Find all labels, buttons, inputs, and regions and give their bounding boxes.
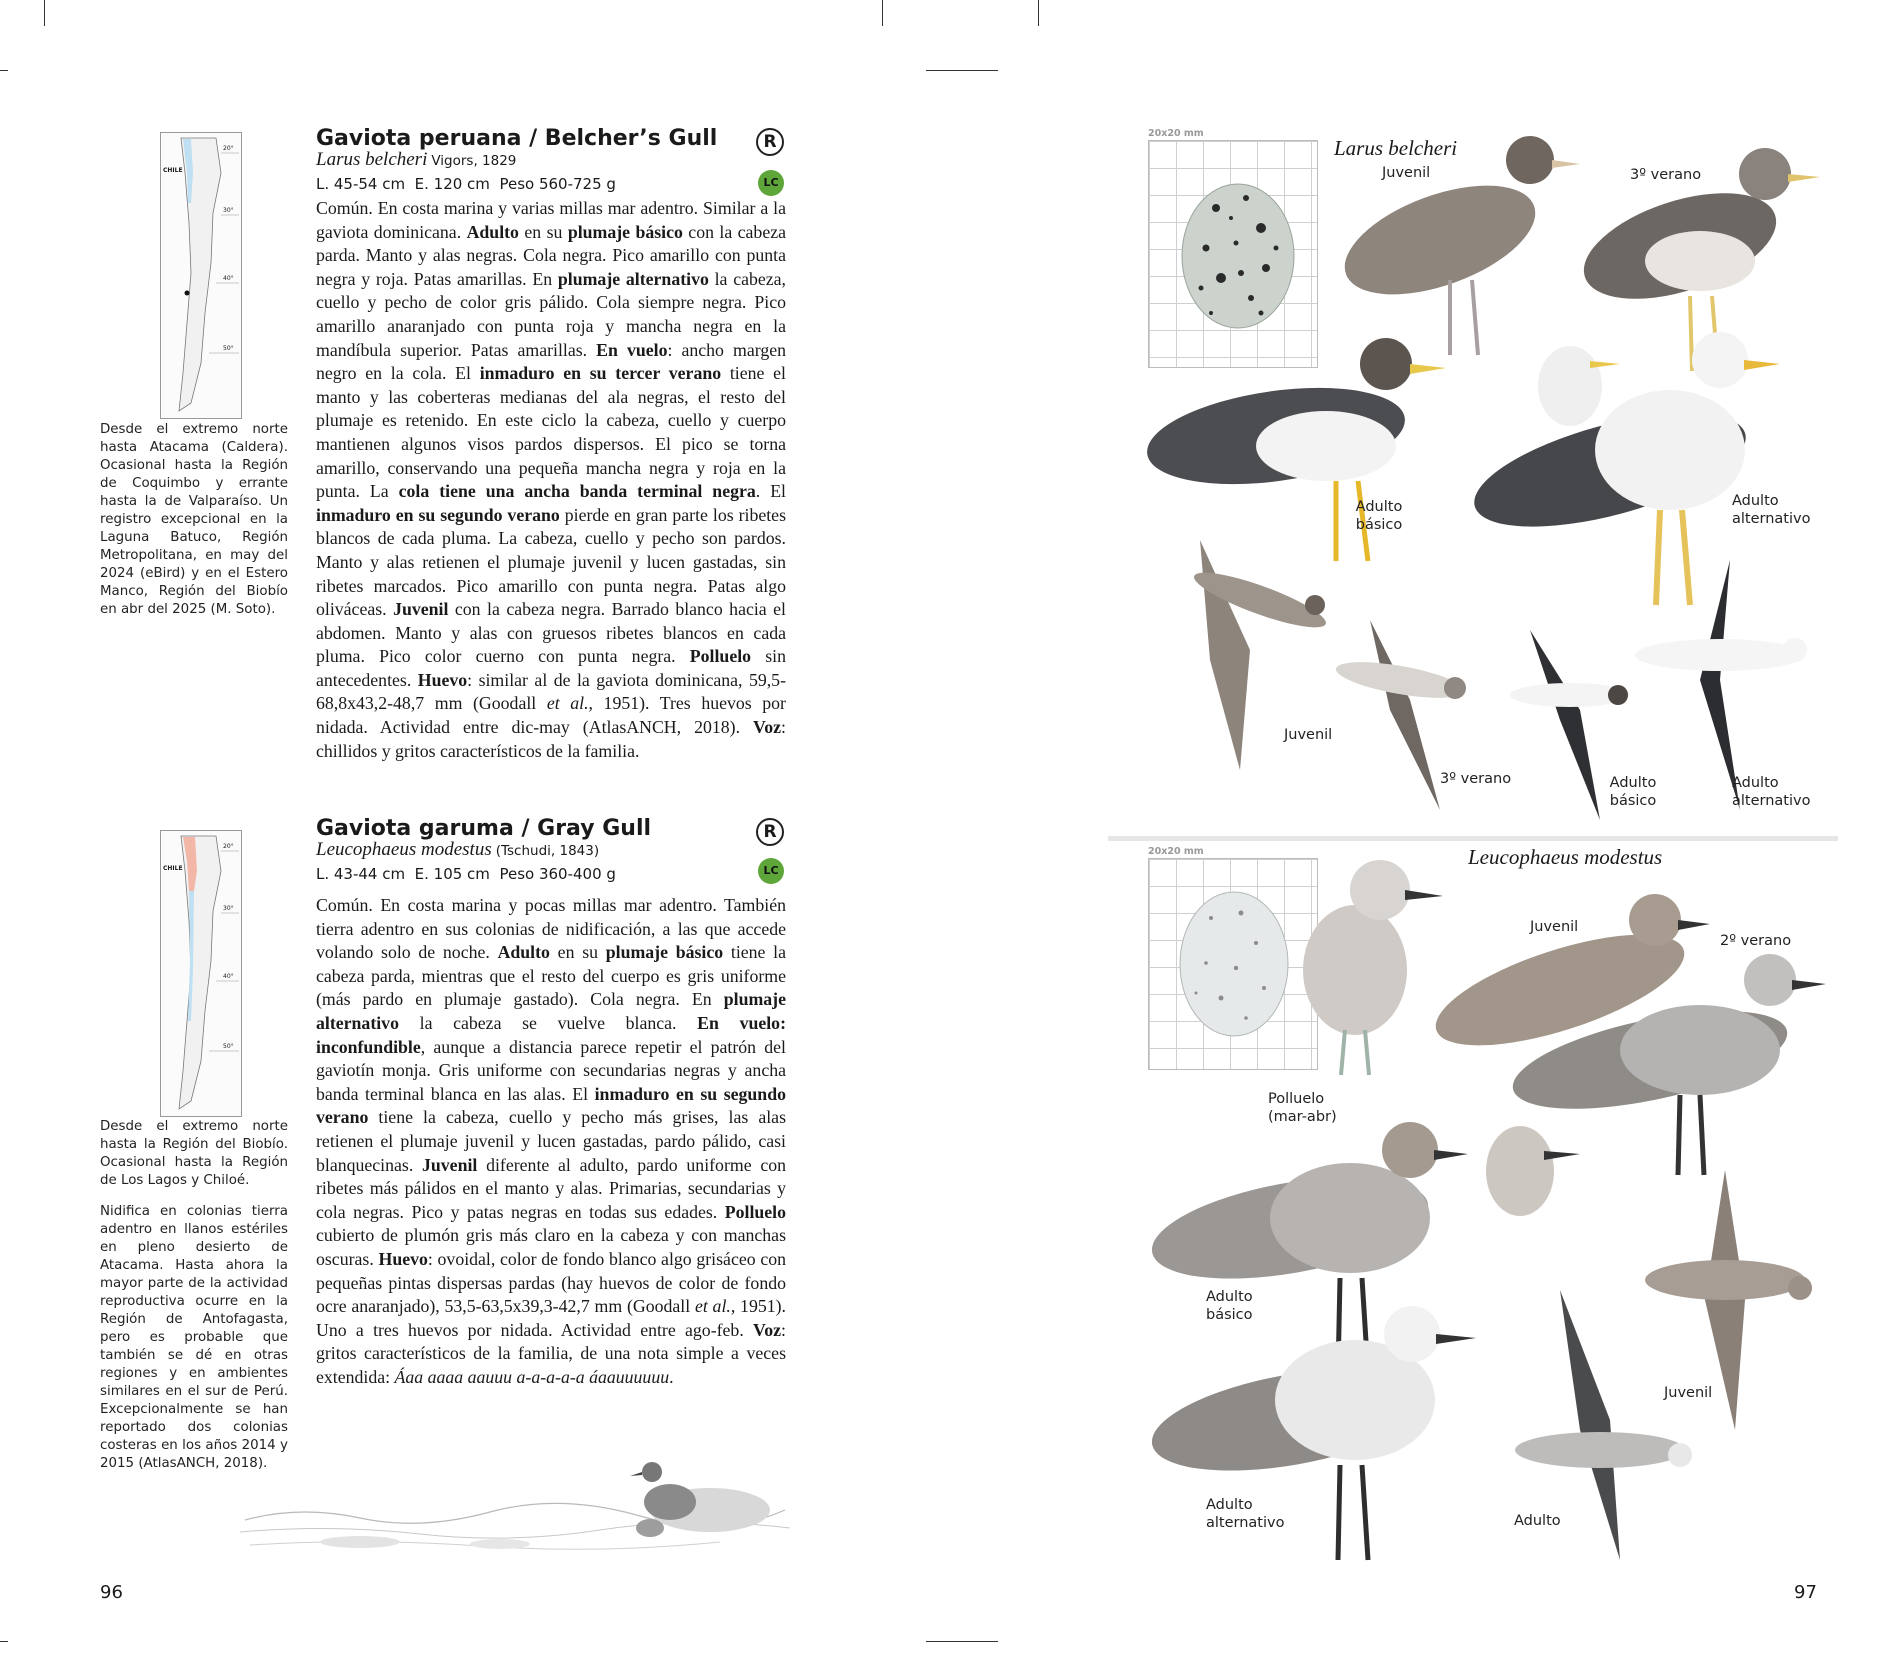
map-lat-label: 20° xyxy=(223,145,234,152)
species-description: Común. En costa marina y pocas millas mar adentro. También tierra adentro en sus colonias de nidificación, a las que accede volando solo de noche. Adulto en su plumaje básico tiene la cabeza parda, mientras que el resto del cuerpo es gris uniforme (más pardo en plumaje gastado). Cola negra. En plumaje alternativo la cabeza se vuelve blanca. En vuelo: inconfundible, aunque a distancia parece repetir el patrón del gaviotín monja. Gris uniforme con secundarias negras y ancha banda terminal blanca en las alas. El inmaduro en su segundo verano tiene la cabeza, cuello y pecho más grises, las alas retienen el plumaje juvenil y lucen gastadas, pardo pálido, casi blanquecinas. Juvenil diferente al adulto, pardo uniforme con ribetes más pálidos en el manto y alas. Primarias, secundarias y cola negras. Pico y patas negras en todas sus edades. Polluelo cubierto de plumón gris más claro en la cabeza y con manchas oscuras. Huevo: ovoidal, color de fondo blanco algo grisáceo con pequeñas pintas dispersas pardas (hay huevos de color de fondo ocre anaranjado), 53,5-63,5x39,3-42,7 mm (Goodall et al., 1951). Uno a tres huevos por nidada. Actividad entre ago-feb. Voz: gritos característicos de la familia, de una nota simple a veces extendida: Áaa aaaa aauuu a-a-a-a-a áaauuuuuu. xyxy=(316,895,786,1387)
crop-mark xyxy=(0,70,8,71)
crop-mark xyxy=(0,1641,8,1642)
egg-grid-label: 20x20 mm xyxy=(1148,846,1204,857)
species-description: Común. En costa marina y varias millas mar adentro. Similar a la gaviota dominicana. Adulto en su plumaje básico con la cabeza parda. Manto y alas negras. Cola negra. Pico amarillo con punta negra y roja. Patas amarillas. En plumaje alternativo la cabeza, cuello y pecho de color gris pálido. Cola siempre negra. Pico amarillo anaranjado con punta roja y mancha negra en la mandíbula superior. Patas amarillas. En vuelo: ancho margen negro en la cola. El inmaduro en su tercer verano tiene el manto y las coberteras medianas del ala negras, el resto del plumaje es retenido. En este ciclo la cabeza, cuello y cuerpo mantienen algunos visos pardos dispersos. El pico se torna amarillo, conservando una pequeña mancha negra y roja en la punta. La cola tiene una ancha banda terminal negra. El inmaduro en su segundo verano pierde en gran parte los ribetes blancos de cada pluma. La cabeza, cuello y pecho son pardos. Manto y alas retienen el plumaje juvenil y lucen gastadas, sin ribetes marcados. Pico amarillo con punta negra. Patas algo oliváceas. Juvenil con la cabeza negra. Barrado blanco hacia el abdomen. Manto y alas con gruesos ribetes blancos en cada pluma. Pico color cuerno con punta negra. Polluelo sin antecedentes. Huevo: similar al de la gaviota dominicana, 59,5-68,8x43,2-48,7 mm (Goodall et al., 1951). Tres huevos por nidada. Actividad entre dic-may (AtlasANCH, 2018). Voz: chillidos y gritos característicos de la familia. xyxy=(316,198,787,761)
crop-mark xyxy=(1038,0,1039,26)
status-badge: LC xyxy=(758,858,784,884)
measurements: L. 45-54 cm E. 120 cm Peso 560-725 g xyxy=(316,175,616,193)
scientific-name xyxy=(316,149,516,171)
plumage-label: Adulto xyxy=(1514,1513,1561,1529)
plumage-label: Juvenil xyxy=(1284,727,1333,743)
gull-adult-alternative-standing-illustration xyxy=(1140,1300,1480,1570)
measurements: L. 43-44 cm E. 105 cm Peso 360-400 g xyxy=(316,865,616,883)
distribution-map xyxy=(160,830,242,1117)
distribution-caption: Desde el extremo norte hasta Atacama (Caldera). Ocasional hasta la Región de Coquimbo y errante hasta la de Valparaíso. Un registro excepcional en la Laguna Batuco, Región Metropolitana, en may del 2024 (eBird) y en el Estero Manco, Región del Biobío en abr del 2025 (M. Soto). xyxy=(100,422,288,617)
plumage-label: Adulto alternativo xyxy=(1206,1497,1285,1531)
plumage-label: 3º verano xyxy=(1440,771,1512,787)
plumage-label: Adulto alternativo xyxy=(1732,493,1811,527)
plumage-label: Juvenil xyxy=(1382,165,1431,181)
egg-grid-label: 20x20 mm xyxy=(1148,128,1204,139)
plate-scientific-name: Leucophaeus modestus xyxy=(1468,845,1663,869)
plumage-label: Polluelo (mar-abr) xyxy=(1268,1091,1337,1125)
page-number: 96 xyxy=(100,1582,123,1603)
plumage-label: Juvenil xyxy=(1530,919,1579,935)
status-badge: LC xyxy=(758,170,784,196)
distribution-caption: Desde el extremo norte hasta la Región del Biobío. Ocasional hasta la Región de Los Lagos y Chiloé. xyxy=(100,1119,288,1188)
plumage-label: 3º verano xyxy=(1630,167,1702,183)
species-title: Gaviota peruana / Belcher’s Gull xyxy=(316,126,718,151)
map-lat-label: 50° xyxy=(223,345,234,352)
egg-illustration xyxy=(1166,158,1306,338)
egg-illustration xyxy=(1166,868,1301,1048)
resident-symbol-icon: R xyxy=(756,128,784,156)
crop-mark xyxy=(926,70,998,71)
crop-mark xyxy=(882,0,883,26)
gull-head-detail-illustration xyxy=(1480,1116,1580,1226)
plumage-label: Juvenil xyxy=(1664,1385,1713,1401)
map-lat-label: 40° xyxy=(223,275,234,282)
page-number: 97 xyxy=(1794,1582,1817,1603)
authority: Vigors, 1829 xyxy=(431,153,517,169)
gull-adult-alternative-flight-illustration xyxy=(1620,560,1810,810)
map-lat-label: 30° xyxy=(223,207,234,214)
resident-symbol-icon: R xyxy=(756,818,784,846)
scientific-name xyxy=(316,839,599,861)
plate-scientific-name: Larus belcheri xyxy=(1334,136,1458,160)
crop-mark xyxy=(926,1641,998,1642)
sci-name-text: Leucophaeus modestus xyxy=(316,839,492,860)
map-lat-label: 40° xyxy=(223,973,234,980)
map-country-label: CHILE xyxy=(163,865,183,872)
plumage-label: Adulto alternativo xyxy=(1732,775,1811,809)
crop-mark xyxy=(44,0,45,26)
plumage-label: Adulto básico xyxy=(1355,499,1403,533)
authority: (Tschudi, 1843) xyxy=(495,843,600,859)
plate-divider xyxy=(1108,836,1838,841)
map-lat-label: 30° xyxy=(223,905,234,912)
map-lat-label: 20° xyxy=(223,843,234,850)
sci-name-text: Larus belcheri xyxy=(316,149,428,170)
plumage-label: Adulto básico xyxy=(1609,775,1657,809)
distribution-map xyxy=(160,132,242,419)
plumage-label: Adulto básico xyxy=(1206,1289,1253,1323)
plumage-label: 2º verano xyxy=(1720,933,1792,949)
map-country-label: CHILE xyxy=(163,167,183,174)
nesting-caption: Nidifica en colonias tierra adentro en llanos estériles en pleno desierto de Atacama. Hasta ahora la mayor parte de la actividad reproductiva ocurre en la Región de Antofagasta, pero es probable que también se dé en otras regiones y en ambientes similares en el sur de Perú. Excepcionalmente se han reportado dos colonias costeras en los años 2014 y 2015 (AtlasANCH, 2018). xyxy=(100,1204,288,1471)
species-title: Gaviota garuma / Gray Gull xyxy=(316,816,652,841)
map-lat-label: 50° xyxy=(223,1043,234,1050)
coastal-sketch-illustration xyxy=(240,1450,790,1560)
